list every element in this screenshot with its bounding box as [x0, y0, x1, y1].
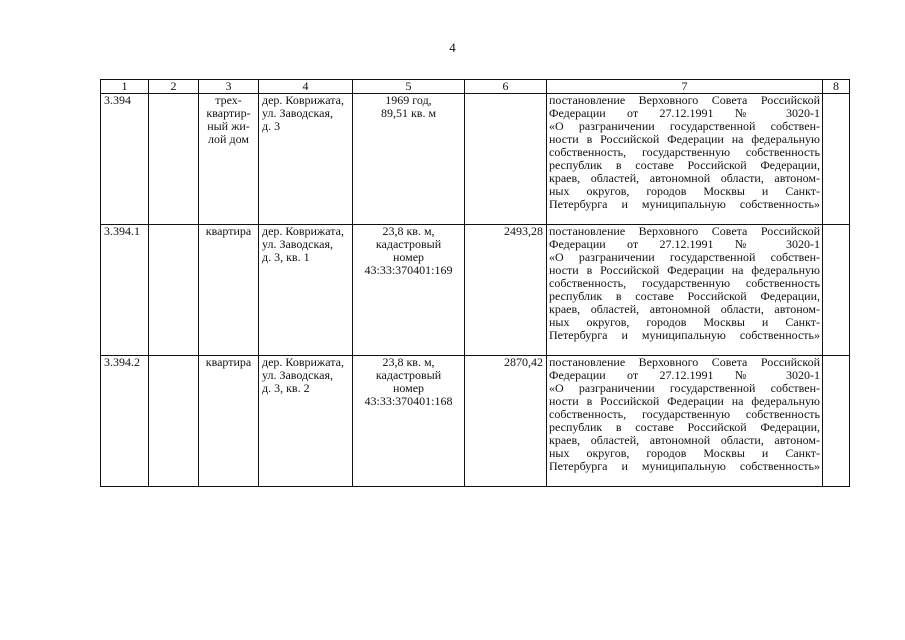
table-cell-col-8: [823, 225, 850, 356]
cell-text-line: квартира: [205, 224, 252, 238]
cell-text-line: «О разграничении государственной собствен-: [549, 250, 820, 264]
cell-text-line: д. 3, кв. 1: [262, 250, 310, 264]
cell-text-line: ности в Российской Федерации на федеральную: [549, 132, 820, 146]
table-cell-col-2: [149, 356, 199, 487]
cell-text-line: трех-: [215, 93, 242, 107]
table-row: [101, 225, 850, 356]
cell-text-line: ных округов, городов Москвы и Санкт-: [549, 184, 820, 198]
table-cell-col-5: [353, 356, 465, 487]
cell-text-line: республик в составе Российской Федерации,: [549, 158, 820, 172]
cell-text-line: собственность, государственную собственность: [549, 276, 820, 290]
cell-text-line: Петербурга и муниципальную собственность»: [549, 197, 820, 211]
cell-text-line: постановление Верховного Совета Российской: [549, 355, 820, 369]
cell-text-line: 43:33:370401:168: [364, 394, 453, 408]
table-cell-col-2: [149, 225, 199, 356]
cell-text-line: республик в составе Российской Федерации,: [549, 420, 820, 434]
cell-text-line: краев, областей, автономной области, автоном-: [549, 171, 820, 185]
header-col-4: 4: [259, 80, 353, 94]
table-cell-col-4: [259, 356, 353, 487]
cell-text-line: ул. Заводская,: [262, 237, 333, 251]
table-cell-col-6: [465, 94, 547, 225]
cell-text-line: дер. Коврижата,: [262, 355, 344, 369]
cell-text-line: номер: [392, 250, 425, 264]
table-cell-col-3: [199, 225, 259, 356]
cell-text-line: ности в Российской Федерации на федеральную: [549, 263, 820, 277]
cell-text-line: лой дом: [208, 132, 249, 146]
header-col-6: 6: [465, 80, 547, 94]
header-col-3: 3: [199, 80, 259, 94]
table-cell-col-3: [199, 94, 259, 225]
table-row: [101, 94, 850, 225]
table-cell-col-3: [199, 356, 259, 487]
property-table: [100, 79, 850, 487]
cell-text-line: Федерации от 27.12.1991 № 3020-1: [549, 106, 820, 120]
header-row: [101, 80, 850, 94]
header-col-5: 5: [353, 80, 465, 94]
cell-text-line: Федерации от 27.12.1991 № 3020-1: [549, 237, 820, 251]
header-col-1: 1: [101, 80, 149, 94]
cell-text-line: краев, областей, автономной области, автоном-: [549, 302, 820, 316]
cell-text-line: ности в Российской Федерации на федеральную: [549, 394, 820, 408]
table-cell-col-1: 3.394: [101, 94, 149, 225]
table-cell-col-6: 2870,42: [465, 356, 547, 487]
cell-text-line: 89,51 кв. м: [380, 106, 437, 120]
table-cell-col-8: [823, 94, 850, 225]
cell-text-line: кадастровый: [375, 368, 442, 382]
cell-text-line: «О разграничении государственной собствен-: [549, 381, 820, 395]
cell-text-line: дер. Коврижата,: [262, 93, 344, 107]
table-cell-col-2: [149, 94, 199, 225]
cell-text-line: ных округов, городов Москвы и Санкт-: [549, 315, 820, 329]
table-cell-col-7: [547, 94, 823, 225]
cell-text-line: д. 3, кв. 2: [262, 381, 310, 395]
table-cell-col-4: [259, 94, 353, 225]
cell-text-line: ный жи-: [207, 119, 250, 133]
cell-text-line: республик в составе Российской Федерации,: [549, 289, 820, 303]
page-number: 4: [449, 40, 456, 55]
table-cell-col-5: [353, 225, 465, 356]
cell-text-line: «О разграничении государственной собствен-: [549, 119, 820, 133]
header-col-2: 2: [149, 80, 199, 94]
cell-text-line: квартир-: [206, 106, 251, 120]
cell-text-line: ул. Заводская,: [262, 106, 333, 120]
cell-text-line: ул. Заводская,: [262, 368, 333, 382]
cell-text-line: кадастровый: [375, 237, 442, 251]
cell-text-line: Петербурга и муниципальную собственность»: [549, 459, 820, 473]
cell-text-line: Петербурга и муниципальную собственность»: [549, 328, 820, 342]
cell-text-line: собственность, государственную собственность: [549, 407, 820, 421]
cell-text-line: номер: [392, 381, 425, 395]
cell-text-line: 23,8 кв. м,: [382, 355, 435, 369]
cell-text-line: постановление Верховного Совета Российской: [549, 224, 820, 238]
cell-text-line: 1969 год,: [385, 93, 432, 107]
cell-text-line: краев, областей, автономной области, автоном-: [549, 433, 820, 447]
cell-text-line: 23,8 кв. м,: [382, 224, 435, 238]
table-cell-col-6: 2493,28: [465, 225, 547, 356]
cell-text-line: квартира: [205, 355, 252, 369]
table-cell-col-5: [353, 94, 465, 225]
table-cell-col-1: 3.394.2: [101, 356, 149, 487]
table-cell-col-4: [259, 225, 353, 356]
cell-text-line: 43:33:370401:169: [364, 263, 453, 277]
cell-text-line: Федерации от 27.12.1991 № 3020-1: [549, 368, 820, 382]
table-cell-col-1: 3.394.1: [101, 225, 149, 356]
header-col-7: 7: [547, 80, 823, 94]
cell-text-line: ных округов, городов Москвы и Санкт-: [549, 446, 820, 460]
header-col-8: 8: [823, 80, 850, 94]
table-cell-col-7: [547, 356, 823, 487]
table-cell-col-7: [547, 225, 823, 356]
cell-text-line: д. 3: [262, 119, 281, 133]
cell-text-line: собственность, государственную собственность: [549, 145, 820, 159]
cell-text-line: дер. Коврижата,: [262, 224, 344, 238]
cell-text-line: постановление Верховного Совета Российской: [549, 93, 820, 107]
table-cell-col-8: [823, 356, 850, 487]
table-row: [101, 356, 850, 487]
